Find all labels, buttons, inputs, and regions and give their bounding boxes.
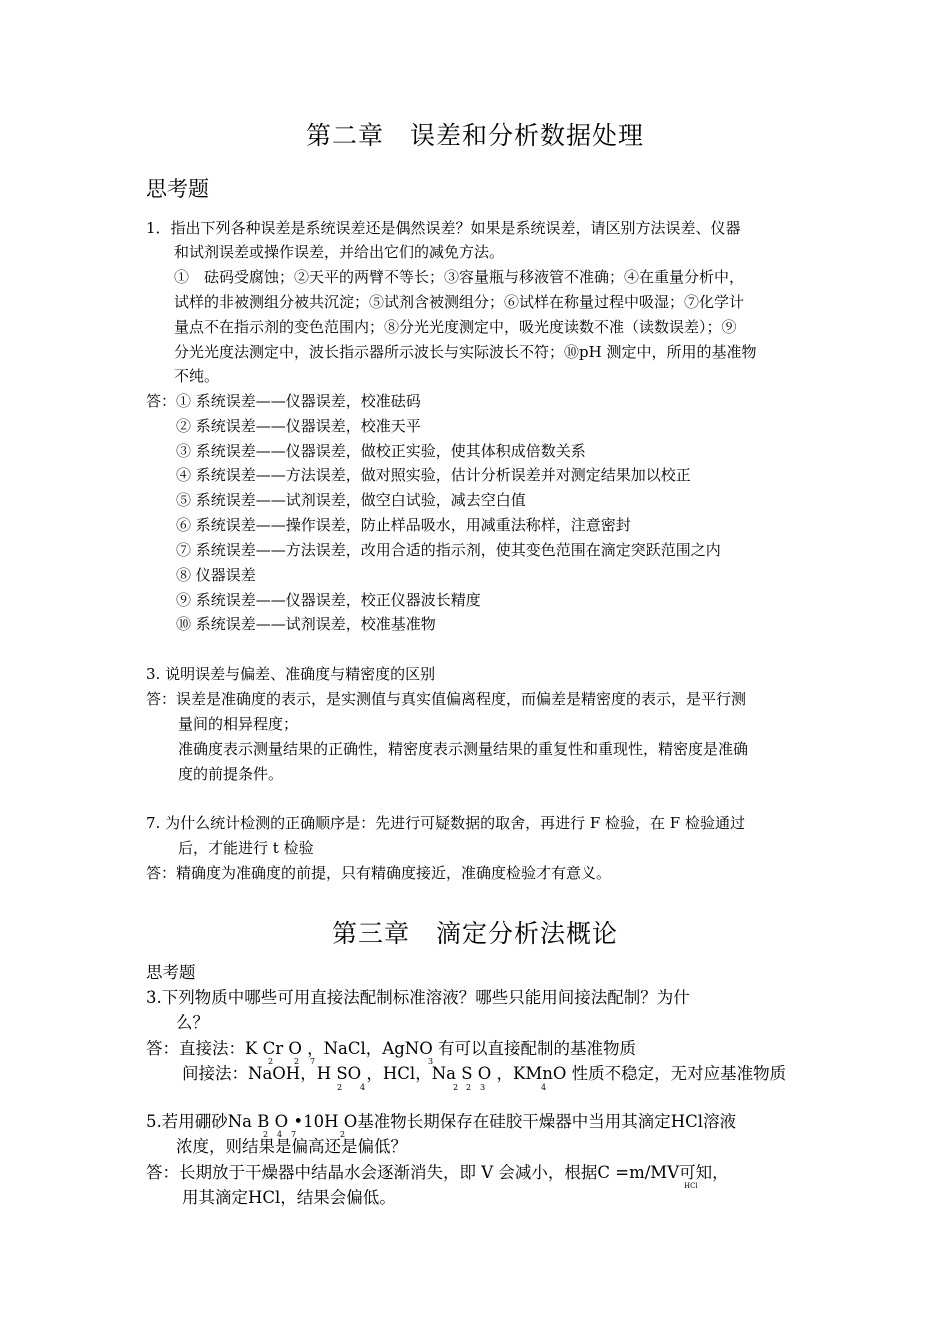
chapter-3-question-3-line: 么？: [176, 1013, 209, 1032]
answer-3-line: 度的前提条件。: [178, 765, 284, 783]
chapter-3-title: 第三章 滴定分析法概论: [331, 919, 618, 948]
subscript: 4: [360, 1083, 366, 1092]
question-7-line: 7. 为什么统计检测的正确顺序是：先进行可疑数据的取舍，再进行 F 检验，在 F 检验通过: [146, 814, 745, 832]
chapter-3-answer-5-line: 用其滴定HCl，结果会偏低。: [182, 1188, 396, 1207]
answer-1-item: ⑧ 仪器误差: [176, 566, 256, 584]
answer-1-item: ② 系统误差——仪器误差，校准天平: [176, 417, 421, 435]
question-1-line: 分光光度法测定中，波长指示器所示波长与实际波长不符；⑩pH 测定中，所用的基准物: [174, 343, 757, 361]
answer-1-item: ⑦ 系统误差——方法误差，改用合适的指示剂，使其变色范围在滴定突跃范围之内: [176, 541, 721, 559]
chapter-3-question-3-line: 3.下列物质中哪些可用直接法配制标准溶液？哪些只能用间接法配制？为什: [146, 988, 690, 1007]
question-1-line: ① 砝码受腐蚀；②天平的两臂不等长；③容量瓶与移液管不准确；④在重量分析中，: [174, 268, 745, 286]
answer-3-line: 量间的相异程度；: [178, 715, 299, 733]
answer-1-item: ⑩ 系统误差——试剂误差，校准基准物: [176, 615, 436, 633]
answer-1-item: ⑤ 系统误差——试剂误差，做空白试验，减去空白值: [176, 491, 526, 509]
chapter-2-section-heading: 思考题: [146, 177, 209, 201]
question-1-line: 1．指出下列各种误差是系统误差还是偶然误差？如果是系统误差，请区别方法误差、仪器: [146, 219, 741, 237]
chapter-3-answer-3-line: 间接法：NaOH，H SO ，HCl，Na S O ，KMnO 性质不稳定，无对应基准物质: [182, 1064, 787, 1083]
subscript: 3: [428, 1057, 434, 1066]
subscript: 2: [340, 1130, 346, 1139]
answer-1-item: ③ 系统误差——仪器误差，做校正实验，使其体积成倍数关系: [176, 442, 586, 460]
subscript: 7: [291, 1130, 297, 1139]
subscript: 4: [277, 1130, 283, 1139]
answer-3-line: 准确度表示测量结果的正确性，精密度表示测量结果的重复性和重现性，精密度是准确: [178, 740, 749, 758]
question-1-line: 量点不在指示剂的变色范围内；⑧分光光度测定中，吸光度读数不准（读数误差）；⑨: [174, 318, 737, 336]
question-1-line: 试样的非被测组分被共沉淀；⑤试剂含被测组分；⑥试样在称量过程中吸湿；⑦化学计: [174, 293, 745, 311]
subscript: 2: [466, 1083, 472, 1092]
question-3: 3. 说明误差与偏差、准确度与精密度的区别: [146, 665, 436, 683]
chapter-3-question-5-line: 浓度，则结果是偏高还是偏低？: [176, 1137, 407, 1156]
answer-1-item: ⑥ 系统误差——操作误差，防止样品吸水，用减重法称样，注意密封: [176, 516, 631, 534]
subscript: 2: [337, 1083, 343, 1092]
subscript: 2: [268, 1057, 274, 1066]
question-7-line: 后，才能进行 t 检验: [178, 839, 314, 857]
subscript: 2: [263, 1130, 269, 1139]
subscript: HCl: [684, 1182, 698, 1190]
answer-3-line: 答：误差是准确度的表示，是实测值与真实值偏离程度，而偏差是精密度的表示，是平行测: [146, 690, 747, 708]
subscript: 2: [294, 1057, 300, 1066]
question-1-line: 和试剂误差或操作误差，并给出它们的减免方法。: [174, 243, 505, 261]
answer-1-prefix: 答：: [146, 392, 177, 410]
chapter-3-answer-5-line: 答：长期放于干燥器中结晶水会逐渐消失，即 V 会减小，根据C =m/MV可知，: [146, 1163, 729, 1182]
subscript: 7: [310, 1057, 316, 1066]
chapter-3-section-heading: 思考题: [146, 963, 196, 982]
subscript: 2: [453, 1083, 459, 1092]
chapter-2-title: 第二章 误差和分析数据处理: [305, 121, 644, 150]
question-1-line: 不纯。: [174, 367, 220, 385]
answer-7: 答：精确度为准确度的前提，只有精确度接近，准确度检验才有意义。: [146, 864, 612, 882]
subscript: 3: [480, 1083, 486, 1092]
answer-1-item: ④ 系统误差——方法误差，做对照实验，估计分析误差并对测定结果加以校正: [176, 466, 691, 484]
answer-1-item: ① 系统误差——仪器误差，校准砝码: [176, 392, 421, 410]
subscript: 4: [541, 1083, 547, 1092]
chapter-3-answer-3-line: 答：直接法：K Cr O ，NaCl，AgNO 有可以直接配制的基准物质: [146, 1039, 636, 1058]
chapter-3-question-5-line: 5.若用硼砂Na B O •10H O基准物长期保存在硅胶干燥器中当用其滴定HCl溶液: [146, 1112, 737, 1131]
answer-1-item: ⑨ 系统误差——仪器误差，校正仪器波长精度: [176, 591, 481, 609]
